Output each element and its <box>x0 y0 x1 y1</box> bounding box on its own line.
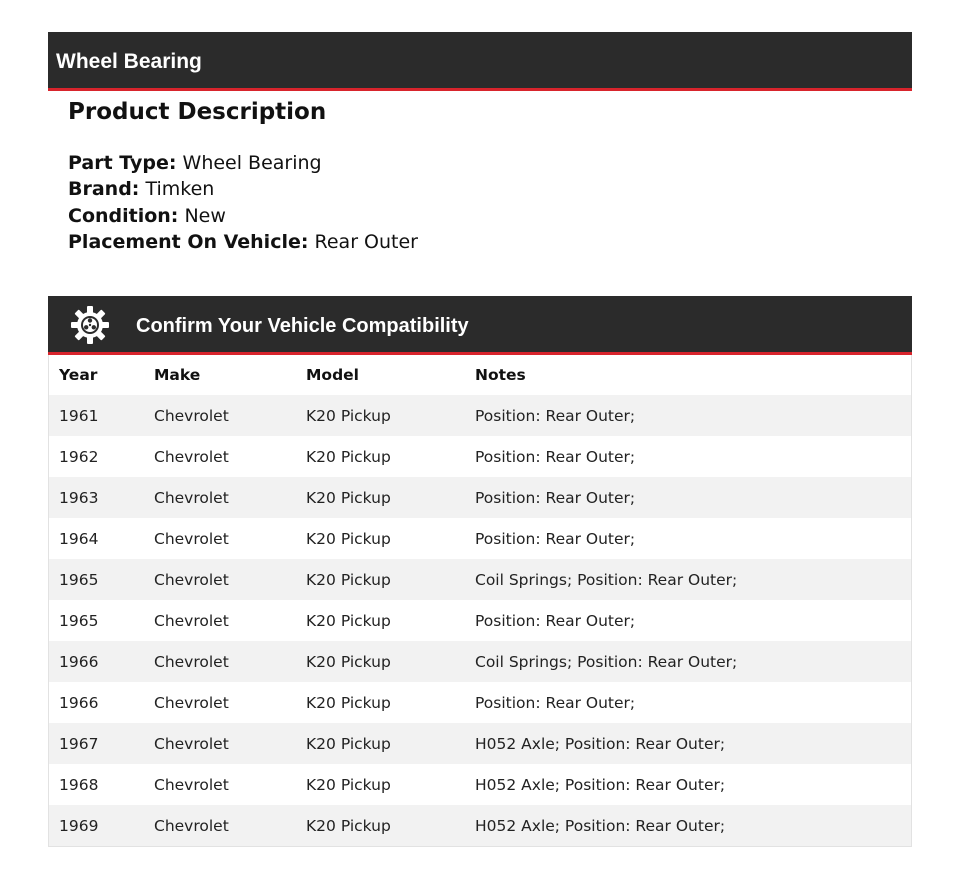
table-row <box>49 436 912 477</box>
table-row <box>49 477 912 518</box>
column-header-year: Year <box>59 366 98 384</box>
cell-make: Chevrolet <box>154 734 229 753</box>
cell-model: K20 Pickup <box>306 488 391 507</box>
spec-value: Rear Outer <box>314 231 418 254</box>
cell-model: K20 Pickup <box>306 447 391 466</box>
cell-make: Chevrolet <box>154 570 229 589</box>
spec-label: Condition: <box>68 204 179 227</box>
cell-make: Chevrolet <box>154 816 229 835</box>
product-description <box>68 96 888 256</box>
cell-model: K20 Pickup <box>306 570 391 589</box>
compatibility-header <box>48 296 912 355</box>
cell-year: 1962 <box>59 447 99 466</box>
cell-model: K20 Pickup <box>306 816 391 835</box>
cell-notes: H052 Axle; Position: Rear Outer; <box>475 816 726 835</box>
table-row <box>49 805 912 847</box>
cell-make: Chevrolet <box>154 447 229 466</box>
cell-year: 1969 <box>59 816 99 835</box>
table-row <box>49 600 912 641</box>
table-row <box>49 641 912 682</box>
spec-label: Placement On Vehicle: <box>68 231 309 254</box>
table-row <box>49 559 912 600</box>
cell-year: 1961 <box>59 406 99 425</box>
cell-model: K20 Pickup <box>306 734 391 753</box>
product-title-banner <box>48 32 912 91</box>
compatibility-section <box>48 296 912 847</box>
spec-condition <box>68 203 888 229</box>
cell-make: Chevrolet <box>154 406 229 425</box>
table-row <box>49 682 912 723</box>
description-heading: Product Description <box>68 99 327 125</box>
cell-year: 1967 <box>59 734 99 753</box>
product-title: Wheel Bearing <box>56 50 202 73</box>
cell-year: 1966 <box>59 693 99 712</box>
cell-year: 1966 <box>59 652 99 671</box>
cell-make: Chevrolet <box>154 693 229 712</box>
cell-model: K20 Pickup <box>306 775 391 794</box>
table-row <box>49 518 912 559</box>
cell-model: K20 Pickup <box>306 406 391 425</box>
cell-notes: Position: Rear Outer; <box>475 693 636 712</box>
cell-make: Chevrolet <box>154 488 229 507</box>
column-header-model: Model <box>306 366 359 384</box>
cell-notes: Coil Springs; Position: Rear Outer; <box>475 652 738 671</box>
table-row <box>49 723 912 764</box>
table-row <box>49 764 912 805</box>
cell-make: Chevrolet <box>154 529 229 548</box>
spec-value: New <box>184 204 226 227</box>
cell-make: Chevrolet <box>154 611 229 630</box>
cell-year: 1968 <box>59 775 99 794</box>
compatibility-table <box>48 355 912 847</box>
cell-model: K20 Pickup <box>306 611 391 630</box>
table-row <box>49 395 912 436</box>
cell-make: Chevrolet <box>154 775 229 794</box>
spec-label: Part Type: <box>68 152 177 174</box>
column-header-make: Make <box>154 366 201 384</box>
spec-label: Brand: <box>68 178 140 201</box>
cell-model: K20 Pickup <box>306 652 391 671</box>
table-header-row <box>49 355 912 395</box>
cell-notes: Position: Rear Outer; <box>475 406 636 425</box>
cell-year: 1965 <box>59 570 99 589</box>
cell-notes: Position: Rear Outer; <box>475 611 636 630</box>
cell-model: K20 Pickup <box>306 693 391 712</box>
cell-notes: Coil Springs; Position: Rear Outer; <box>475 570 738 589</box>
cell-notes: H052 Axle; Position: Rear Outer; <box>475 734 726 753</box>
cell-year: 1964 <box>59 529 99 548</box>
cell-notes: Position: Rear Outer; <box>475 529 636 548</box>
spec-list <box>68 150 888 256</box>
cell-notes: Position: Rear Outer; <box>475 488 636 507</box>
compatibility-title: Confirm Your Vehicle Compatibility <box>136 315 469 337</box>
cell-notes: H052 Axle; Position: Rear Outer; <box>475 775 726 794</box>
cell-year: 1965 <box>59 611 99 630</box>
cell-make: Chevrolet <box>154 652 229 671</box>
cell-notes: Position: Rear Outer; <box>475 447 636 466</box>
spec-placement <box>68 229 888 255</box>
column-header-notes: Notes <box>475 366 526 384</box>
spec-part-type <box>68 150 888 176</box>
spec-value: Timken <box>145 178 215 201</box>
gear-icon <box>70 305 110 345</box>
spec-brand <box>68 176 888 202</box>
cell-model: K20 Pickup <box>306 529 391 548</box>
cell-year: 1963 <box>59 488 99 507</box>
spec-value: Wheel Bearing <box>182 152 322 174</box>
